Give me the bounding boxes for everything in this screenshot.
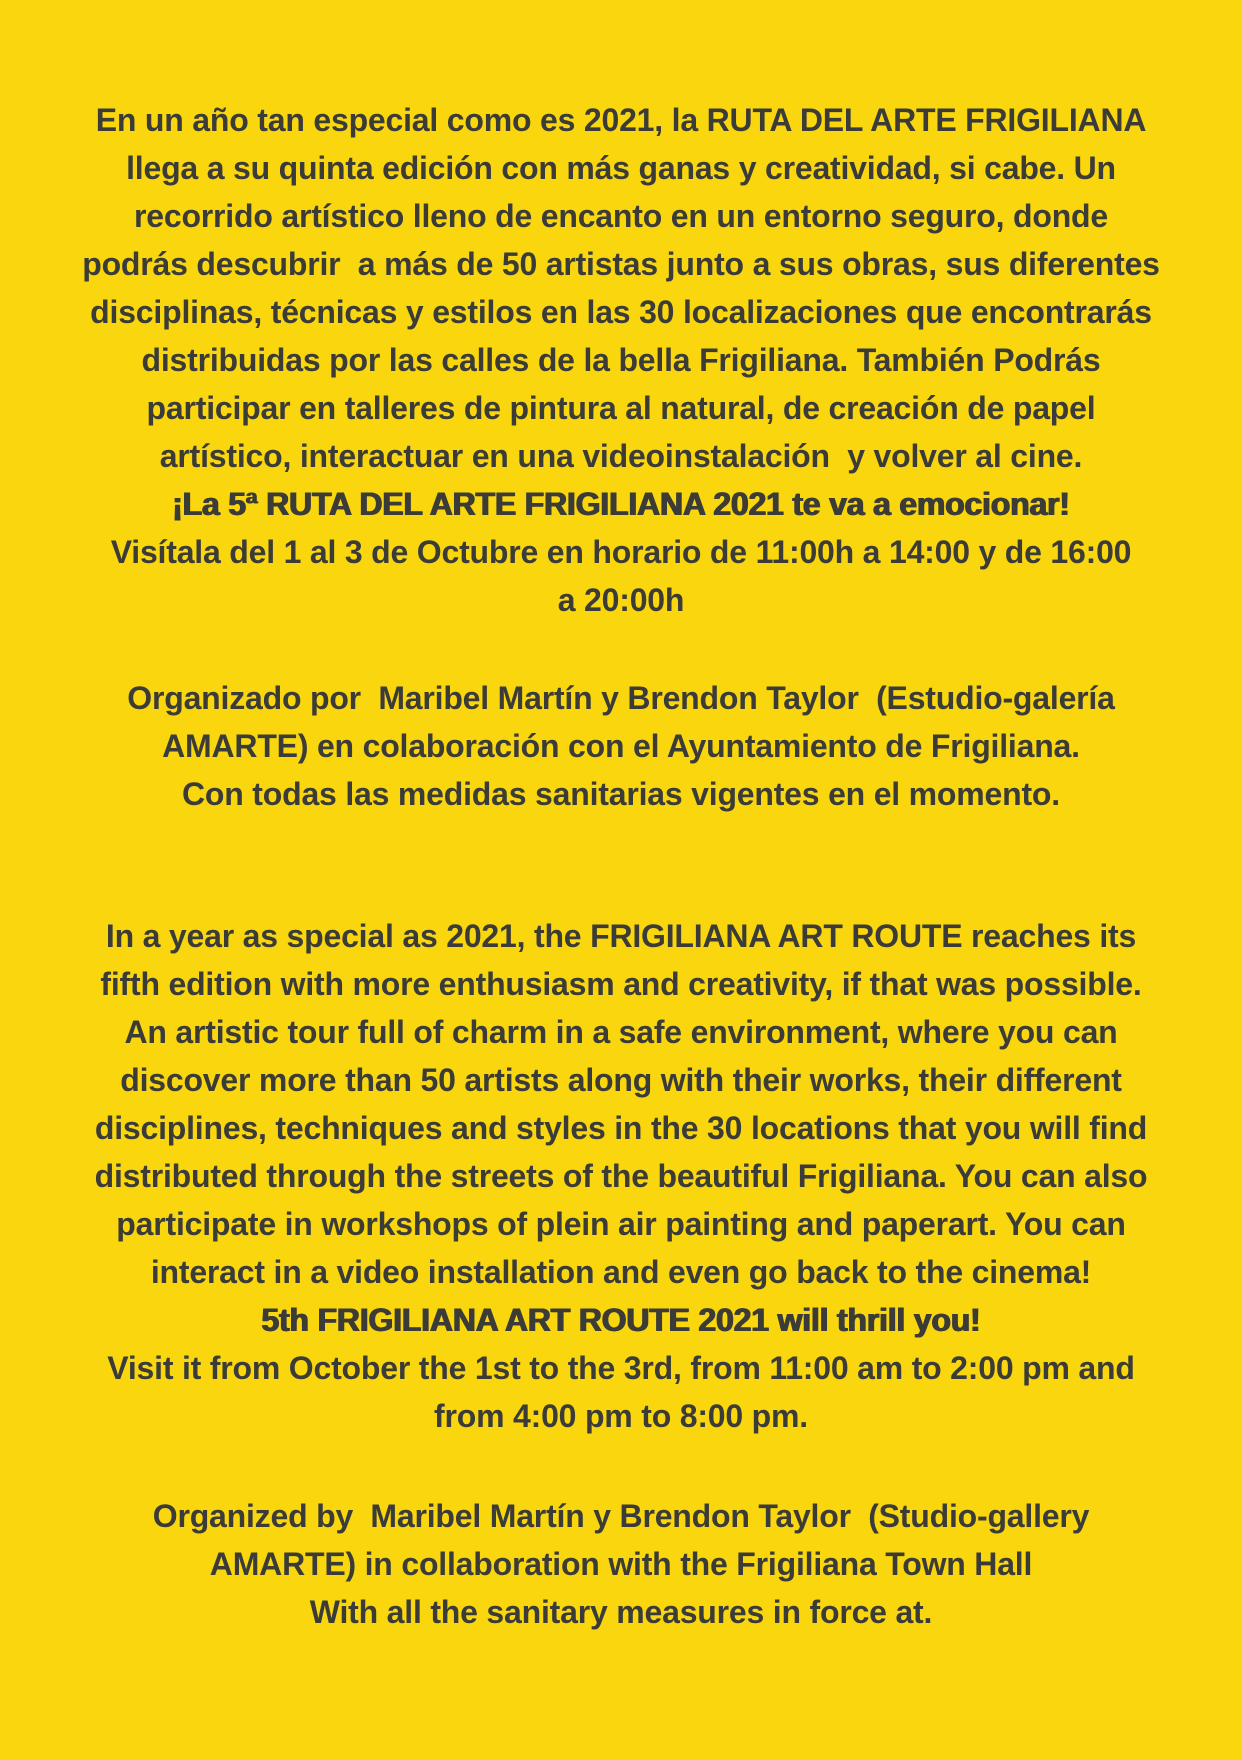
spanish-intro-paragraph <box>82 96 1160 480</box>
spanish-visit-line: a 20:00h <box>557 582 685 618</box>
spanish-body-line: participar en talleres de pintura al natural, de creación de papel <box>146 390 1096 426</box>
spanish-body-line: llega a su quinta edición con más ganas y creatividad, si cabe. Un <box>126 150 1116 186</box>
english-body-line: An artistic tour full of charm in a safe environment, where you can <box>124 1014 1118 1050</box>
english-organizer-line: AMARTE) in collaboration with the Frigiliana Town Hall <box>209 1546 1033 1582</box>
english-highlight-line: 5th FRIGILIANA ART ROUTE 2021 will thrill you! <box>261 1302 981 1338</box>
spanish-organizer-line: Con todas las medidas sanitarias vigentes en el momento. <box>182 776 1060 812</box>
spanish-visit-info <box>111 528 1132 624</box>
english-body-line: fifth edition with more enthusiasm and creativity, if that was possible. <box>100 966 1142 1002</box>
spanish-organizer-info <box>127 674 1114 818</box>
english-body-line: distributed through the streets of the beautiful Frigiliana. You can also <box>94 1158 1148 1194</box>
english-organizer-line: With all the sanitary measures in force at. <box>309 1594 933 1630</box>
english-body-line: interact in a video installation and even go back to the cinema! <box>150 1254 1092 1290</box>
spanish-organizer-line: AMARTE) en colaboración con el Ayuntamiento de Frigiliana. <box>162 728 1080 764</box>
english-body-line: disciplines, techniques and styles in the 30 locations that you will find <box>94 1110 1148 1146</box>
english-body-line: participate in workshops of plein air painting and paperart. You can <box>116 1206 1126 1242</box>
spanish-body-line: podrás descubrir a más de 50 artistas junto a sus obras, sus diferentes <box>82 246 1160 282</box>
english-visit-line: from 4:00 pm to 8:00 pm. <box>434 1398 808 1434</box>
english-organizer-info <box>153 1492 1089 1636</box>
english-intro-paragraph <box>95 912 1148 1296</box>
english-body-line: In a year as special as 2021, the FRIGILIANA ART ROUTE reaches its <box>105 918 1137 954</box>
english-visit-line: Visit it from October the 1st to the 3rd, from 11:00 am to 2:00 pm and <box>107 1350 1135 1386</box>
spanish-body-line: recorrido artístico lleno de encanto en un entorno seguro, donde <box>134 198 1108 234</box>
english-organizer-line: Organized by Maribel Martín y Brendon Taylor (Studio-gallery <box>152 1498 1090 1534</box>
spanish-organizer-line: Organizado por Maribel Martín y Brendon Taylor (Estudio-galería <box>127 680 1115 716</box>
spanish-body-line: En un año tan especial como es 2021, la RUTA DEL ARTE FRIGILIANA <box>95 102 1147 138</box>
spanish-body-line: artístico, interactuar en una videoinstalación y volver al cine. <box>159 438 1083 474</box>
english-visit-info <box>107 1344 1134 1440</box>
spanish-body-line: distribuidas por las calles de la bella Frigiliana. También Podrás <box>141 342 1101 378</box>
spanish-visit-line: Visítala del 1 al 3 de Octubre en horario de 11:00h a 14:00 y de 16:00 <box>110 534 1132 570</box>
spanish-highlight-line: ¡La 5ª RUTA DEL ARTE FRIGILIANA 2021 te va a emocionar! <box>172 486 1070 522</box>
english-body-line: discover more than 50 artists along with their works, their different <box>120 1062 1122 1098</box>
spanish-body-line: disciplinas, técnicas y estilos en las 30 localizaciones que encontrarás <box>90 294 1152 330</box>
